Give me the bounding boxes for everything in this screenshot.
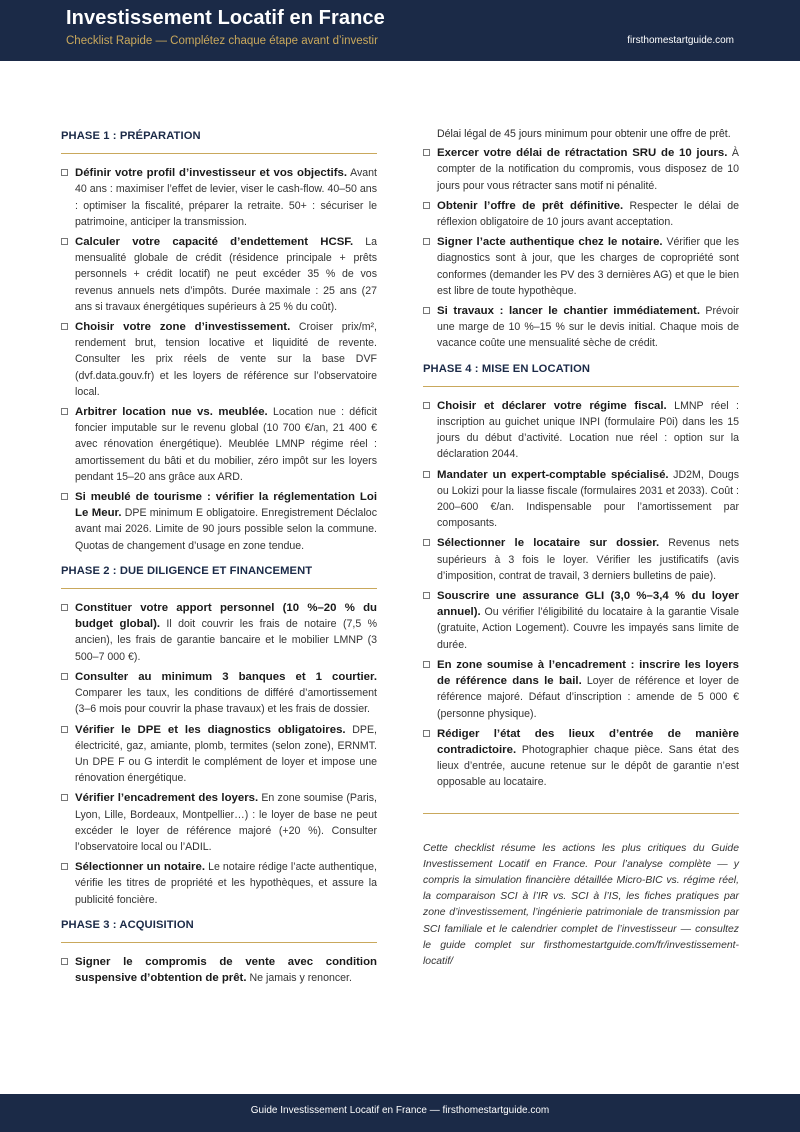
checklist-item	[61, 790, 377, 855]
item-body: Avant 40 ans : maximiser l’effet de levier, viser le cash-flow. 40–50 ans : optimiser la fiscalité, préparer la retraite. 50+ : sécuriser le patrimoine, anticiper la transmission.	[75, 167, 377, 228]
checkbox-icon[interactable]	[423, 592, 430, 599]
checklist-item	[61, 489, 377, 554]
checklist-item	[61, 234, 377, 315]
item-body: À compter de la notification du compromis, vous disposez de 10 jours pour vous rétracter sans motif ni pénalité.	[437, 147, 739, 192]
checklist-item	[61, 165, 377, 230]
item-body: Revenus nets supérieurs à 3 fois le loyer. Vérifier les justificatifs (avis d’imposition, contrat de travail, 3 derniers bulletins de paie).	[437, 537, 739, 582]
checkbox-icon[interactable]	[423, 149, 430, 156]
checklist-item	[423, 145, 739, 194]
checklist-item	[61, 669, 377, 718]
item-lead: Sélectionner le locataire sur dossier.	[437, 537, 660, 550]
item-body: La mensualité globale de crédit (résidence principale + prêts personnels + crédit locatif) ne peut excéder 35 % de vos revenus annuels nets d’impôts. Durée maximale : 25 ans (27 ans si travaux énergétiques supérieurs à 25 % du coût).	[75, 236, 377, 313]
checkbox-icon[interactable]	[423, 238, 430, 245]
phase-1-heading: PHASE 1 : PRÉPARATION	[61, 128, 377, 154]
left-column	[61, 128, 377, 990]
checkbox-icon[interactable]	[61, 604, 68, 611]
checkbox-icon[interactable]	[61, 493, 68, 500]
item-lead: En zone soumise à l’encadrement : inscrire les loyers de référence dans le bail.	[437, 658, 739, 688]
item-body: LMNP réel : inscription au guichet unique INPI (formulaire P0i) dans les 15 jours du début d’activité. Location nue réel : option sur la déclaration 2044.	[437, 399, 739, 461]
checklist-item	[61, 859, 377, 908]
checklist-item	[61, 722, 377, 787]
checkbox-icon[interactable]	[423, 202, 430, 209]
checkbox-icon[interactable]	[423, 307, 430, 314]
item-lead: Vérifier le DPE et les diagnostics obligatoires.	[75, 723, 346, 736]
checkbox-icon[interactable]	[61, 794, 68, 801]
checklist-item	[61, 954, 377, 986]
item-lead: Sélectionner un notaire.	[75, 861, 205, 874]
item-lead: Choisir votre zone d’investissement.	[75, 321, 291, 334]
checklist-item	[423, 234, 739, 299]
item-body: Prévoir une marge de 10 %–15 % sur le devis initial. Chaque mois de vacance coûte une mensualité sèche de crédit.	[437, 305, 739, 350]
checklist-item	[423, 467, 739, 532]
item-lead: Signer le compromis de vente avec condition suspensive d’obtention de prêt.	[75, 955, 377, 985]
checkbox-icon[interactable]	[61, 673, 68, 680]
checklist-item	[61, 319, 377, 400]
item-lead: Consulter au minimum 3 banques et 1 courtier.	[75, 670, 377, 683]
page-header	[0, 0, 800, 61]
item-body: Ne jamais y renoncer.	[246, 972, 352, 985]
item-lead: Exercer votre délai de rétractation SRU de 10 jours.	[437, 147, 728, 160]
document-title: Investissement Locatif en France	[66, 7, 385, 29]
item-body: JD2M, Dougs ou Lokizi pour la liasse fiscale (formulaires 2031 et 2033). Coût : 200–600 €/an. Indispensable pour l’amortissement par composants.	[437, 468, 739, 530]
checkbox-icon[interactable]	[61, 408, 68, 415]
item-lead: Choisir et déclarer votre régime fiscal.	[437, 399, 667, 412]
item-body: Loyer de référence et loyer de référence majoré. Défaut d’inscription : amende de 5 000 € (personne physique).	[437, 675, 739, 720]
checkbox-icon[interactable]	[61, 726, 68, 733]
checklist-item	[61, 600, 377, 665]
phase-4-heading: PHASE 4 : MISE EN LOCATION	[423, 361, 739, 387]
item-body: Croiser prix/m², rendement brut, tension locative et liquidité de revente. Consulter les prix réels de vente sur la base DVF (dvf.data.gouv.fr) et les loyers de référence sur l’observatoire local.	[75, 321, 377, 398]
checkbox-icon[interactable]	[61, 323, 68, 330]
item-lead: Si travaux : lancer le chantier immédiatement.	[437, 305, 701, 318]
item-lead: Définir votre profil d’investisseur et vos objectifs.	[75, 167, 348, 180]
checkbox-icon[interactable]	[423, 471, 430, 478]
checkbox-icon[interactable]	[61, 169, 68, 176]
item-body: Respecter le délai de réflexion obligatoire de 10 jours avant acceptation.	[437, 199, 739, 229]
right-column	[423, 128, 739, 970]
item-body: Il doit couvrir les frais de notaire (7,5 % ancien), les frais de garantie bancaire et le mobilier LMNP (3 500–7 000 €).	[75, 618, 378, 663]
checkbox-icon[interactable]	[423, 661, 430, 668]
phase-3-heading: PHASE 3 : ACQUISITION	[61, 917, 377, 943]
item-lead: Constituer votre apport personnel (10 %–20 % du budget global).	[75, 602, 377, 631]
checkbox-icon[interactable]	[61, 238, 68, 245]
checklist-item	[61, 404, 377, 485]
item-body: Comparer les taux, les conditions de différé d’amortissement (3–6 mois pour couvrir la phase travaux) et les frais de dossier.	[75, 687, 377, 716]
section-divider	[423, 813, 739, 814]
document-subtitle: Checklist Rapide — Complétez chaque étape avant d’investir	[66, 35, 378, 47]
item-lead: Rédiger l’état des lieux d’entrée de manière contradictoire.	[437, 727, 739, 756]
item-body: Ou vérifier l’éligibilité du locataire à la garantie Visale (gratuite, Action Logement). Couvre les impayés sans limite de durée.	[437, 606, 739, 651]
item-lead: Obtenir l’offre de prêt définitive.	[437, 199, 624, 212]
checkbox-icon[interactable]	[61, 863, 68, 870]
item-lead: Mandater un expert-comptable spécialisé.	[437, 468, 669, 481]
checklist-item	[423, 535, 739, 584]
checklist-item	[423, 398, 739, 463]
checkbox-icon[interactable]	[423, 730, 430, 737]
checkbox-icon[interactable]	[423, 402, 430, 409]
item-lead: Calculer votre capacité d’endettement HCSF.	[75, 236, 354, 249]
closing-note: Cette checklist résume les actions les plus critiques du Guide Investissement Locatif en France. Pour l’analyse complète — y compris la simulation financière détaillée Micro-BIC vs. régime réel, la comparaison SCI à l’IR vs. SCI à l’IS, les fiches pratiques par zone d’investissement, l’ingénierie patrimoniale de transmission par SCI familiale et le calendrier complet de l’investisseur — consultez le guide complet sur firsthomestartguide.com/fr/investissement-locatif/	[423, 842, 739, 967]
item-body: En zone soumise (Paris, Lyon, Lille, Bordeaux, Montpellier…) : le loyer de base ne peut excéder le loyer de référence majoré (+20 %). Consulter l’observatoire local ou l’ADIL.	[75, 792, 377, 853]
checkbox-icon[interactable]	[423, 539, 430, 546]
checklist-item	[423, 588, 739, 653]
item-body: Le notaire rédige l’acte authentique, vérifie les titres de propriété et les hypothèques, et assure la publicité foncière.	[75, 861, 377, 906]
checklist-item	[423, 303, 739, 352]
item-lead: Si meublé de tourisme : vérifier la réglementation Loi Le Meur.	[75, 491, 377, 520]
checklist-item	[423, 198, 739, 230]
item-body: DPE minimum E obligatoire. Enregistrement Déclaloc avant mai 2026. Limite de 90 jours possible selon la commune. Quotas de changement d’usage en zone tendue.	[75, 507, 377, 552]
header-site-link[interactable]: firsthomestartguide.com	[627, 35, 734, 46]
item-body: Photographier chaque pièce. Sans état des lieux d’entrée, aucune retenue sur le dépôt de garantie n’est opposable au locataire.	[437, 743, 739, 789]
checkbox-icon[interactable]	[61, 958, 68, 965]
page-footer: Guide Investissement Locatif en France — firsthomestartguide.com	[0, 1094, 800, 1132]
checklist-item	[423, 726, 739, 791]
item-body: Vérifier que les diagnostics sont à jour, que les charges de copropriété sont conformes (demander les PV des 3 dernières AG) et que le bien est libre de toute hypothèque.	[437, 236, 740, 297]
item-lead: Vérifier l’encadrement des loyers.	[75, 792, 259, 805]
item-lead: Arbitrer location nue vs. meublée.	[75, 406, 268, 419]
item-body: DPE, électricité, gaz, amiante, plomb, termites (selon zone), ERNMT. Un DPE F ou G interdit le complément de loyer et impose une rénovation énergétique.	[75, 723, 377, 785]
item-continuation: Délai légal de 45 jours minimum pour obtenir une offre de prêt.	[437, 128, 731, 140]
item-lead: Signer l’acte authentique chez le notaire.	[437, 236, 663, 249]
item-lead: Souscrire une assurance GLI (3,0 %–3,4 % du loyer annuel).	[437, 590, 739, 619]
item-body: Location nue : déficit foncier imputable sur le revenu global (10 700 €/an, 21 400 € avec rénovation énergétique). Meublée LMNP régime réel : amortissement du bâti et du mobilier, zéro impôt sur les loyers pendant 15–20 ans grâce aux ARD.	[75, 406, 377, 483]
phase-2-heading: PHASE 2 : DUE DILIGENCE ET FINANCEMENT	[61, 563, 377, 589]
checklist-item	[423, 657, 739, 722]
